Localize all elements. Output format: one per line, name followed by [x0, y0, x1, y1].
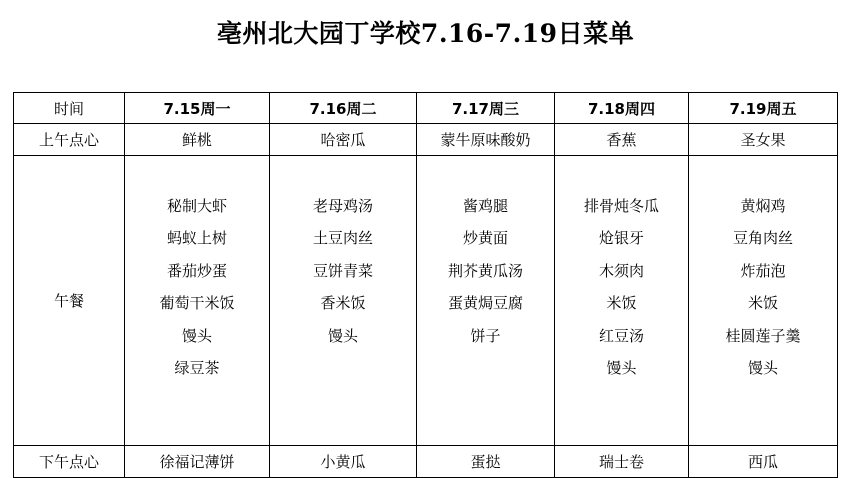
dish-item: 黄焖鸡 [740, 197, 786, 215]
snack-cell: 西瓜 [689, 446, 838, 478]
dish-item: 馒头 [606, 358, 637, 377]
dish-item: 炝银牙 [598, 229, 644, 248]
dish-item: 炸茄泡 [740, 261, 786, 280]
day-header-cell: 7.17周三 [417, 93, 555, 124]
snack-cell: 徐福记薄饼 [125, 446, 270, 478]
dish-item: 炒黄面 [462, 229, 508, 248]
dish-item: 秘制大虾 [166, 197, 227, 215]
snack-cell: 鲜桃 [125, 124, 270, 156]
morning-snack-row [14, 124, 838, 156]
dish-item: 馒头 [747, 358, 778, 377]
snack-cell: 瑞士卷 [555, 446, 689, 478]
dish-item: 番茄炒蛋 [166, 261, 227, 280]
snack-cell: 香蕉 [555, 124, 689, 156]
snack-cell: 蛋挞 [417, 446, 555, 478]
dish-item: 米饭 [747, 294, 778, 313]
dish-item: 荆芥黄瓜汤 [447, 261, 523, 280]
dish-item: 木须肉 [598, 261, 644, 280]
time-header-cell: 时间 [14, 93, 125, 124]
dish-item: 酱鸡腿 [462, 197, 508, 215]
snack-cell: 小黄瓜 [270, 446, 417, 478]
lunch-cell [689, 156, 838, 446]
header-row [14, 93, 838, 124]
snack-cell: 圣女果 [689, 124, 838, 156]
day-header-cell: 7.16周二 [270, 93, 417, 124]
lunch-row [14, 156, 838, 446]
dish-item: 红豆汤 [598, 326, 644, 345]
row-label-cell: 下午点心 [14, 446, 125, 478]
dish-item: 土豆肉丝 [312, 229, 373, 248]
lunch-cell [125, 156, 270, 446]
dish-item: 香米饭 [320, 294, 366, 313]
dish-item: 蚂蚁上树 [166, 229, 227, 248]
lunch-cell [417, 156, 555, 446]
day-header-cell: 7.19周五 [689, 93, 838, 124]
dish-item: 豆饼青菜 [312, 261, 373, 280]
lunch-cell [555, 156, 689, 446]
dish-item: 老母鸡汤 [312, 197, 373, 215]
dish-item: 排骨炖冬瓜 [583, 197, 659, 215]
dish-item: 绿豆茶 [174, 358, 220, 377]
dish-item: 米饭 [606, 294, 637, 313]
dish-item: 饼子 [470, 326, 501, 345]
dish-item: 葡萄干米饭 [159, 294, 235, 313]
dish-item: 馒头 [327, 326, 358, 345]
day-header-cell: 7.15周一 [125, 93, 270, 124]
lunch-cell [270, 156, 417, 446]
snack-cell: 蒙牛原味酸奶 [417, 124, 555, 156]
dish-item: 桂圆莲子羹 [725, 326, 801, 345]
page-title: 亳州北大园丁学校7.16-7.19日菜单 [216, 19, 635, 48]
row-label-cell: 上午点心 [14, 124, 125, 156]
day-header-cell: 7.18周四 [555, 93, 689, 124]
menu-table [13, 92, 838, 478]
row-label-cell: 午餐 [14, 156, 125, 446]
dish-item: 豆角肉丝 [732, 229, 793, 248]
dish-item: 蛋黄焗豆腐 [447, 294, 523, 313]
snack-cell: 哈密瓜 [270, 124, 417, 156]
dish-item: 馒头 [181, 326, 212, 345]
